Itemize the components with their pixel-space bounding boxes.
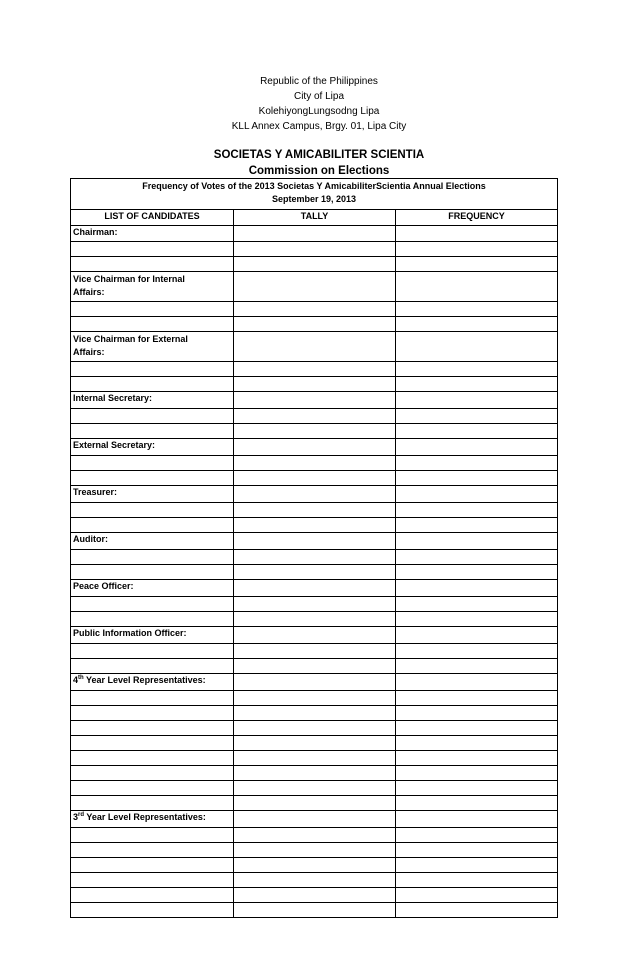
frequency-cell[interactable] [396, 691, 558, 706]
position-row-external-secretary [71, 439, 558, 456]
tally-cell[interactable] [234, 811, 396, 828]
position-label-line2: Affairs: [73, 287, 105, 297]
candidate-cell[interactable] [71, 843, 234, 858]
position-label [71, 811, 234, 828]
table-title-row [71, 179, 558, 210]
frequency-cell[interactable] [396, 644, 558, 659]
candidate-cell[interactable] [71, 471, 234, 486]
frequency-cell[interactable] [396, 550, 558, 565]
position-label [71, 272, 234, 302]
candidate-cell[interactable] [71, 409, 234, 424]
tally-cell[interactable] [234, 659, 396, 674]
tally-cell[interactable] [234, 597, 396, 612]
table-row [71, 903, 558, 918]
frequency-cell[interactable] [396, 811, 558, 828]
position-row-auditor [71, 533, 558, 550]
table-row [71, 736, 558, 751]
ordinal-suffix: rd [78, 812, 85, 818]
candidate-cell[interactable] [71, 302, 234, 317]
candidate-cell[interactable] [71, 706, 234, 721]
table-row [71, 888, 558, 903]
tally-cell[interactable] [234, 843, 396, 858]
table-row [71, 302, 558, 317]
frequency-cell[interactable] [396, 317, 558, 332]
table-row [71, 424, 558, 439]
tally-cell[interactable] [234, 362, 396, 377]
tally-cell[interactable] [234, 858, 396, 873]
position-label: External Secretary: [71, 439, 234, 456]
candidate-cell[interactable] [71, 518, 234, 533]
frequency-cell[interactable] [396, 580, 558, 597]
frequency-cell[interactable] [396, 903, 558, 918]
frequency-cell[interactable] [396, 674, 558, 691]
tally-cell[interactable] [234, 721, 396, 736]
table-row [71, 781, 558, 796]
position-label: Chairman: [71, 226, 234, 242]
table-row [71, 706, 558, 721]
frequency-cell[interactable] [396, 424, 558, 439]
frequency-cell[interactable] [396, 766, 558, 781]
tally-cell[interactable] [234, 518, 396, 533]
table-row [71, 766, 558, 781]
tally-cell[interactable] [234, 627, 396, 644]
table-row [71, 691, 558, 706]
candidate-cell[interactable] [71, 781, 234, 796]
column-header-tally: TALLY [234, 210, 396, 226]
tally-cell[interactable] [234, 409, 396, 424]
position-row-treasurer [71, 486, 558, 503]
table-row [71, 471, 558, 486]
frequency-cell[interactable] [396, 439, 558, 456]
table-row [71, 612, 558, 627]
position-row-chairman [71, 226, 558, 242]
header-city: City of Lipa [293, 91, 345, 102]
frequency-cell[interactable] [396, 257, 558, 272]
table-row [71, 503, 558, 518]
tally-cell[interactable] [234, 377, 396, 392]
frequency-cell[interactable] [396, 721, 558, 736]
tally-cell[interactable] [234, 272, 396, 302]
table-date: September 19, 2013 [271, 194, 357, 204]
tally-cell[interactable] [234, 302, 396, 317]
candidate-cell[interactable] [71, 565, 234, 580]
frequency-cell[interactable] [396, 377, 558, 392]
frequency-cell[interactable] [396, 659, 558, 674]
candidate-cell[interactable] [71, 550, 234, 565]
candidate-cell[interactable] [71, 766, 234, 781]
frequency-cell[interactable] [396, 597, 558, 612]
position-label [71, 674, 234, 691]
frequency-cell[interactable] [396, 796, 558, 811]
table-row [71, 565, 558, 580]
position-label-line1: Vice Chairman for Internal [73, 274, 185, 284]
frequency-cell[interactable] [396, 503, 558, 518]
candidate-cell[interactable] [71, 873, 234, 888]
frequency-cell[interactable] [396, 828, 558, 843]
table-row [71, 518, 558, 533]
year-number: 3 [73, 812, 79, 822]
frequency-cell[interactable] [396, 272, 558, 302]
ordinal-suffix: th [78, 675, 84, 681]
candidate-cell[interactable] [71, 503, 234, 518]
column-header-row [71, 210, 558, 226]
table-row [71, 550, 558, 565]
frequency-cell[interactable] [396, 858, 558, 873]
frequency-cell[interactable] [396, 456, 558, 471]
position-label-text: Year Level Representatives: [83, 675, 206, 685]
table-row [71, 409, 558, 424]
position-label: Peace Officer: [71, 580, 234, 597]
frequency-cell[interactable] [396, 242, 558, 257]
tally-cell[interactable] [234, 533, 396, 550]
frequency-cell[interactable] [396, 471, 558, 486]
frequency-cell[interactable] [396, 843, 558, 858]
tally-cell[interactable] [234, 565, 396, 580]
tally-cell[interactable] [234, 486, 396, 503]
candidate-cell[interactable] [71, 888, 234, 903]
table-row [71, 873, 558, 888]
tally-cell[interactable] [234, 751, 396, 766]
position-label: Treasurer: [71, 486, 234, 503]
candidate-cell[interactable] [71, 751, 234, 766]
candidate-cell[interactable] [71, 796, 234, 811]
frequency-cell[interactable] [396, 533, 558, 550]
tally-cell[interactable] [234, 706, 396, 721]
tally-cell[interactable] [234, 226, 396, 242]
position-row-vice-chairman-external [71, 332, 558, 362]
candidate-cell[interactable] [71, 597, 234, 612]
votes-table [70, 178, 558, 918]
position-row-third-year-representatives [71, 811, 558, 828]
table-row [71, 796, 558, 811]
tally-cell[interactable] [234, 888, 396, 903]
position-label: Auditor: [71, 533, 234, 550]
table-row [71, 377, 558, 392]
column-header-candidates: LIST OF CANDIDATES [71, 210, 234, 226]
position-row-public-information-officer [71, 627, 558, 644]
committee-name: Commission on Elections [248, 165, 390, 177]
header-school: KolehiyongLungsodng Lipa [258, 106, 380, 117]
tally-cell[interactable] [234, 424, 396, 439]
frequency-cell[interactable] [396, 706, 558, 721]
table-row [71, 644, 558, 659]
table-row [71, 828, 558, 843]
candidate-cell[interactable] [71, 257, 234, 272]
frequency-cell[interactable] [396, 736, 558, 751]
position-label-line1: Vice Chairman for External [73, 334, 188, 344]
candidate-cell[interactable] [71, 736, 234, 751]
candidate-cell[interactable] [71, 691, 234, 706]
tally-cell[interactable] [234, 503, 396, 518]
candidate-cell[interactable] [71, 377, 234, 392]
tally-cell[interactable] [234, 873, 396, 888]
position-label: Public Information Officer: [71, 627, 234, 644]
tally-cell[interactable] [234, 257, 396, 272]
column-header-frequency: FREQUENCY [396, 210, 558, 226]
tally-cell[interactable] [234, 766, 396, 781]
tally-cell[interactable] [234, 674, 396, 691]
candidate-cell[interactable] [71, 424, 234, 439]
frequency-cell[interactable] [396, 226, 558, 242]
tally-cell[interactable] [234, 796, 396, 811]
frequency-cell[interactable] [396, 409, 558, 424]
year-number: 4 [73, 675, 79, 685]
position-label-line2: Affairs: [73, 347, 105, 357]
header-country: Republic of the Philippines [260, 76, 378, 87]
table-row [71, 659, 558, 674]
table-row [71, 721, 558, 736]
tally-cell[interactable] [234, 691, 396, 706]
frequency-cell[interactable] [396, 332, 558, 362]
tally-cell[interactable] [234, 736, 396, 751]
candidate-cell[interactable] [71, 242, 234, 257]
tally-cell[interactable] [234, 471, 396, 486]
frequency-cell[interactable] [396, 565, 558, 580]
position-row-peace-officer [71, 580, 558, 597]
tally-cell[interactable] [234, 439, 396, 456]
position-row-vice-chairman-internal [71, 272, 558, 302]
candidate-cell[interactable] [71, 903, 234, 918]
frequency-cell[interactable] [396, 302, 558, 317]
position-label-text: Year Level Representatives: [84, 812, 206, 822]
candidate-cell[interactable] [71, 362, 234, 377]
tally-cell[interactable] [234, 317, 396, 332]
candidate-cell[interactable] [71, 828, 234, 843]
table-row [71, 257, 558, 272]
table-row [71, 242, 558, 257]
tally-cell[interactable] [234, 332, 396, 362]
frequency-cell[interactable] [396, 392, 558, 409]
table-row [71, 858, 558, 873]
tally-cell[interactable] [234, 456, 396, 471]
header-campus: KLL Annex Campus, Brgy. 01, Lipa City [231, 121, 407, 132]
table-title-cell [71, 179, 558, 210]
tally-cell[interactable] [234, 612, 396, 627]
table-row [71, 597, 558, 612]
table-title: Frequency of Votes of the 2013 Societas Y AmicabiliterScientia Annual Elections [142, 181, 486, 191]
tally-cell[interactable] [234, 580, 396, 597]
position-label: Internal Secretary: [71, 392, 234, 409]
table-row [71, 362, 558, 377]
frequency-cell[interactable] [396, 486, 558, 503]
organization-name: SOCIETAS Y AMICABILITER SCIENTIA [213, 149, 425, 161]
frequency-cell[interactable] [396, 627, 558, 644]
table-row [71, 843, 558, 858]
tally-cell[interactable] [234, 828, 396, 843]
position-label [71, 332, 234, 362]
frequency-cell[interactable] [396, 518, 558, 533]
frequency-cell[interactable] [396, 888, 558, 903]
tally-cell[interactable] [234, 781, 396, 796]
candidate-cell[interactable] [71, 644, 234, 659]
tally-cell[interactable] [234, 392, 396, 409]
tally-cell[interactable] [234, 242, 396, 257]
candidate-cell[interactable] [71, 721, 234, 736]
table-row [71, 456, 558, 471]
frequency-cell[interactable] [396, 612, 558, 627]
candidate-cell[interactable] [71, 858, 234, 873]
tally-cell[interactable] [234, 550, 396, 565]
table-row [71, 751, 558, 766]
tally-cell[interactable] [234, 903, 396, 918]
candidate-cell[interactable] [71, 317, 234, 332]
candidate-cell[interactable] [71, 612, 234, 627]
candidate-cell[interactable] [71, 659, 234, 674]
position-row-fourth-year-representatives [71, 674, 558, 691]
frequency-cell[interactable] [396, 781, 558, 796]
table-row [71, 317, 558, 332]
frequency-cell[interactable] [396, 873, 558, 888]
candidate-cell[interactable] [71, 456, 234, 471]
frequency-cell[interactable] [396, 362, 558, 377]
tally-cell[interactable] [234, 644, 396, 659]
frequency-cell[interactable] [396, 751, 558, 766]
position-row-internal-secretary [71, 392, 558, 409]
